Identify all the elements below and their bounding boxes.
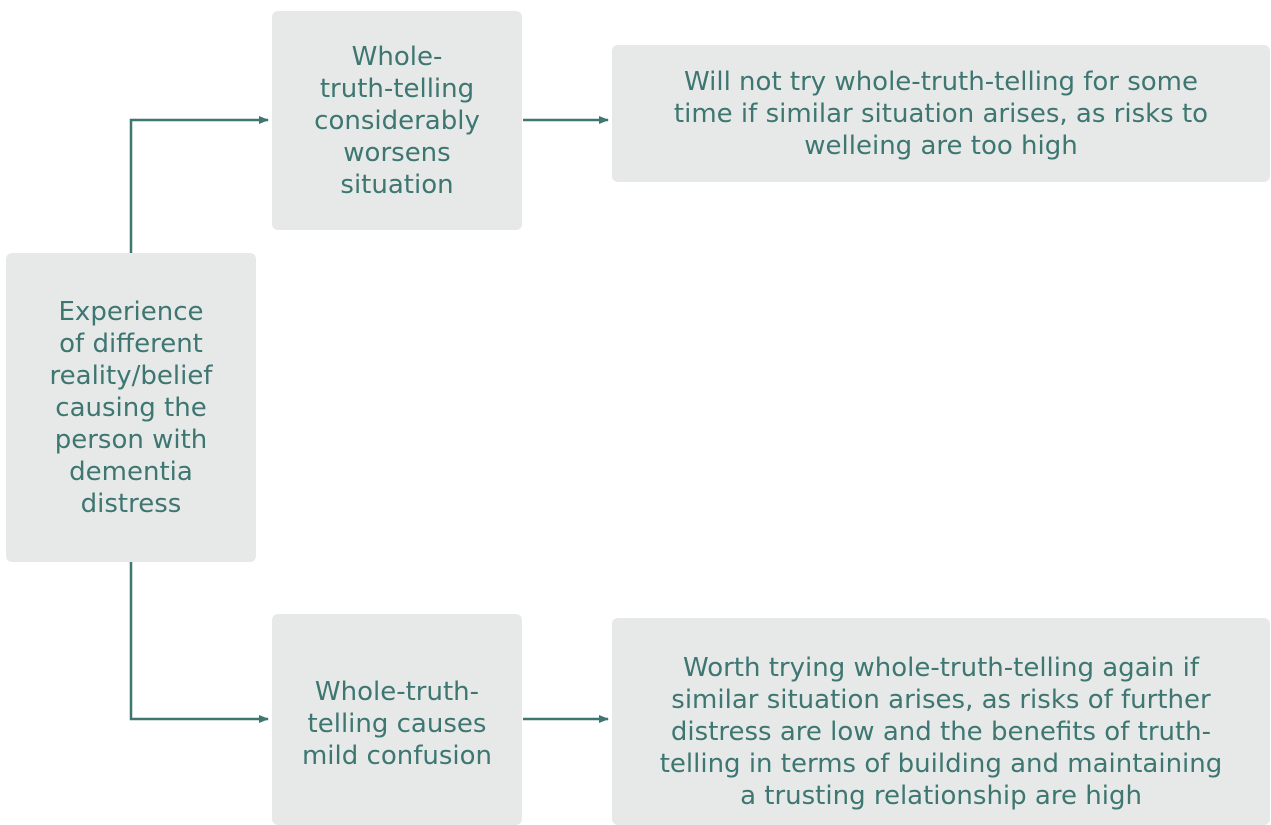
branch-confusion-text: Whole-truth- telling causes mild confusion bbox=[301, 676, 492, 771]
outcome-confusion-node bbox=[612, 618, 1270, 825]
branch-worsens-text: Whole- truth-telling considerably worsens situation bbox=[314, 41, 480, 200]
branch-worsens-node bbox=[272, 11, 522, 230]
start-node bbox=[6, 253, 256, 562]
outcome-worsens-node bbox=[612, 45, 1270, 182]
branch-confusion-node bbox=[272, 614, 522, 825]
start-node-text: Experience of different reality/belief causing the person with dementia distress bbox=[49, 296, 213, 519]
arrow-start-to-worsens bbox=[131, 120, 268, 253]
outcome-worsens-text: Will not try whole-truth-telling for some time if similar situation arises, as risks to welleing are too high bbox=[673, 66, 1209, 161]
outcome-confusion-text: Worth trying whole-truth-telling again if similar situation arises, as risks of further distress are low and the benefits of truth- telling in terms of building and maintaining a trusting relationship are high bbox=[659, 652, 1223, 811]
arrow-start-to-confusion bbox=[131, 562, 268, 719]
